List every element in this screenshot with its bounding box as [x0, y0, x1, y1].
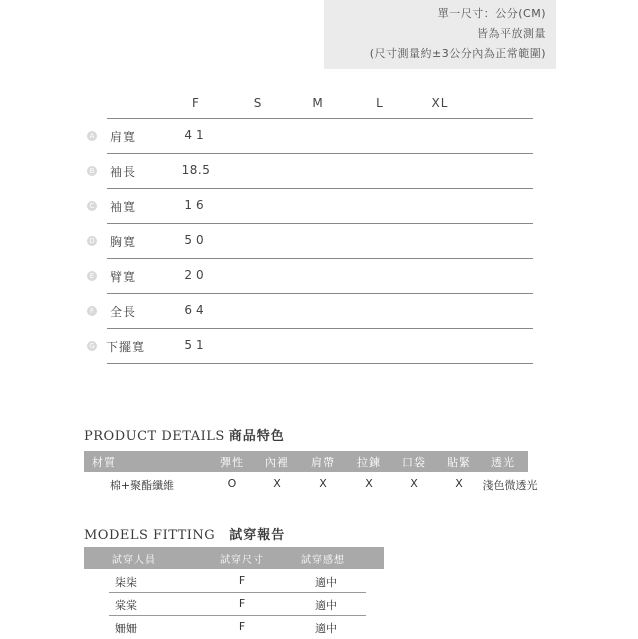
- model-feedback: 適中: [315, 622, 337, 635]
- size-table-header: [0, 96, 638, 116]
- fitting-header: 試穿人員: [112, 555, 156, 566]
- measure-label: 胸寬: [110, 235, 137, 249]
- size-row-length: [0, 294, 638, 329]
- detail-value: X: [273, 477, 281, 490]
- model-name: 柒柒: [115, 576, 137, 589]
- size-row-chest: [0, 224, 638, 259]
- measure-badge: G: [87, 341, 97, 351]
- model-feedback: 適中: [315, 599, 337, 612]
- detail-value: 棉+聚酯纖維: [109, 479, 175, 492]
- measure-badge: C: [87, 201, 97, 211]
- size-row-arm: [0, 259, 638, 294]
- size-row-sleeve-length: [0, 154, 638, 189]
- unit-note-line-1: 單一尺寸：公分(CM): [437, 7, 546, 20]
- model-size: F: [238, 597, 246, 610]
- detail-value: X: [319, 477, 327, 490]
- detail-value: O: [227, 477, 237, 490]
- models-fitting-header: [84, 547, 384, 569]
- size-row-sleeve-width: [0, 189, 638, 224]
- measure-value: 41: [184, 128, 208, 142]
- measure-badge: A: [87, 131, 97, 141]
- model-name: 棠棠: [115, 599, 137, 612]
- measure-value: 51: [184, 338, 208, 352]
- detail-header: 材質: [92, 456, 116, 469]
- measure-value: 50: [184, 233, 208, 247]
- detail-value: X: [455, 477, 463, 490]
- size-row-shoulder: [0, 119, 638, 154]
- measure-label: 下擺寬: [106, 340, 146, 354]
- measure-badge: B: [87, 166, 97, 176]
- measure-label: 臂寬: [110, 270, 137, 284]
- product-details-title-en: PRODUCT DETAILS: [84, 429, 225, 444]
- unit-note-line-2: 皆為平放測量: [477, 27, 546, 40]
- measure-badge: E: [87, 271, 97, 281]
- model-size: F: [238, 620, 246, 633]
- measure-value: 64: [184, 303, 208, 317]
- model-name: 姍姍: [115, 622, 137, 635]
- size-column-header: M: [312, 96, 324, 110]
- models-fitting-title: [84, 524, 285, 543]
- models-fitting-title-zh: 試穿報告: [229, 528, 286, 543]
- measure-badge: D: [87, 236, 97, 246]
- product-details-title-zh: 商品特色: [228, 429, 285, 444]
- size-row-hem: [0, 329, 638, 364]
- measure-badge: F: [87, 306, 97, 316]
- measure-label: 袖寬: [110, 200, 137, 214]
- models-fitting-title-en: MODELS FITTING: [84, 528, 216, 543]
- measure-value: 18.5: [181, 163, 211, 177]
- unit-note-line-3: (尺寸測量約±3公分內為正常範圍): [369, 47, 546, 60]
- detail-value: X: [365, 477, 373, 490]
- measure-label: 全長: [110, 305, 137, 319]
- detail-header: 貼緊: [447, 456, 471, 469]
- product-details-header: [84, 451, 528, 472]
- fitting-row: [84, 593, 366, 616]
- size-column-header: S: [253, 96, 263, 110]
- product-details-title: [84, 425, 285, 444]
- fitting-row: [84, 616, 366, 639]
- measure-value: 20: [184, 268, 208, 282]
- unit-note: [324, 0, 556, 69]
- detail-header: 拉鍊: [357, 456, 381, 469]
- measure-value: 16: [184, 198, 208, 212]
- detail-header: 透光: [491, 456, 515, 469]
- detail-header: 口袋: [402, 456, 426, 469]
- row-divider: [107, 363, 533, 364]
- size-column-header: L: [376, 96, 384, 110]
- detail-header: 肩帶: [311, 456, 335, 469]
- fitting-header: 試穿尺寸: [220, 555, 264, 566]
- size-column-header: F: [192, 96, 200, 110]
- product-details-row: [84, 474, 544, 494]
- detail-header: 彈性: [220, 456, 244, 469]
- detail-value: X: [410, 477, 418, 490]
- size-column-header: XL: [431, 96, 449, 110]
- model-feedback: 適中: [315, 576, 337, 589]
- fitting-row: [84, 570, 366, 593]
- measure-label: 袖長: [110, 165, 137, 179]
- detail-header: 內裡: [265, 456, 289, 469]
- fitting-header: 試穿感想: [301, 555, 345, 566]
- measure-label: 肩寬: [110, 130, 137, 144]
- model-size: F: [238, 574, 246, 587]
- detail-value: 淺色微透光: [482, 479, 538, 492]
